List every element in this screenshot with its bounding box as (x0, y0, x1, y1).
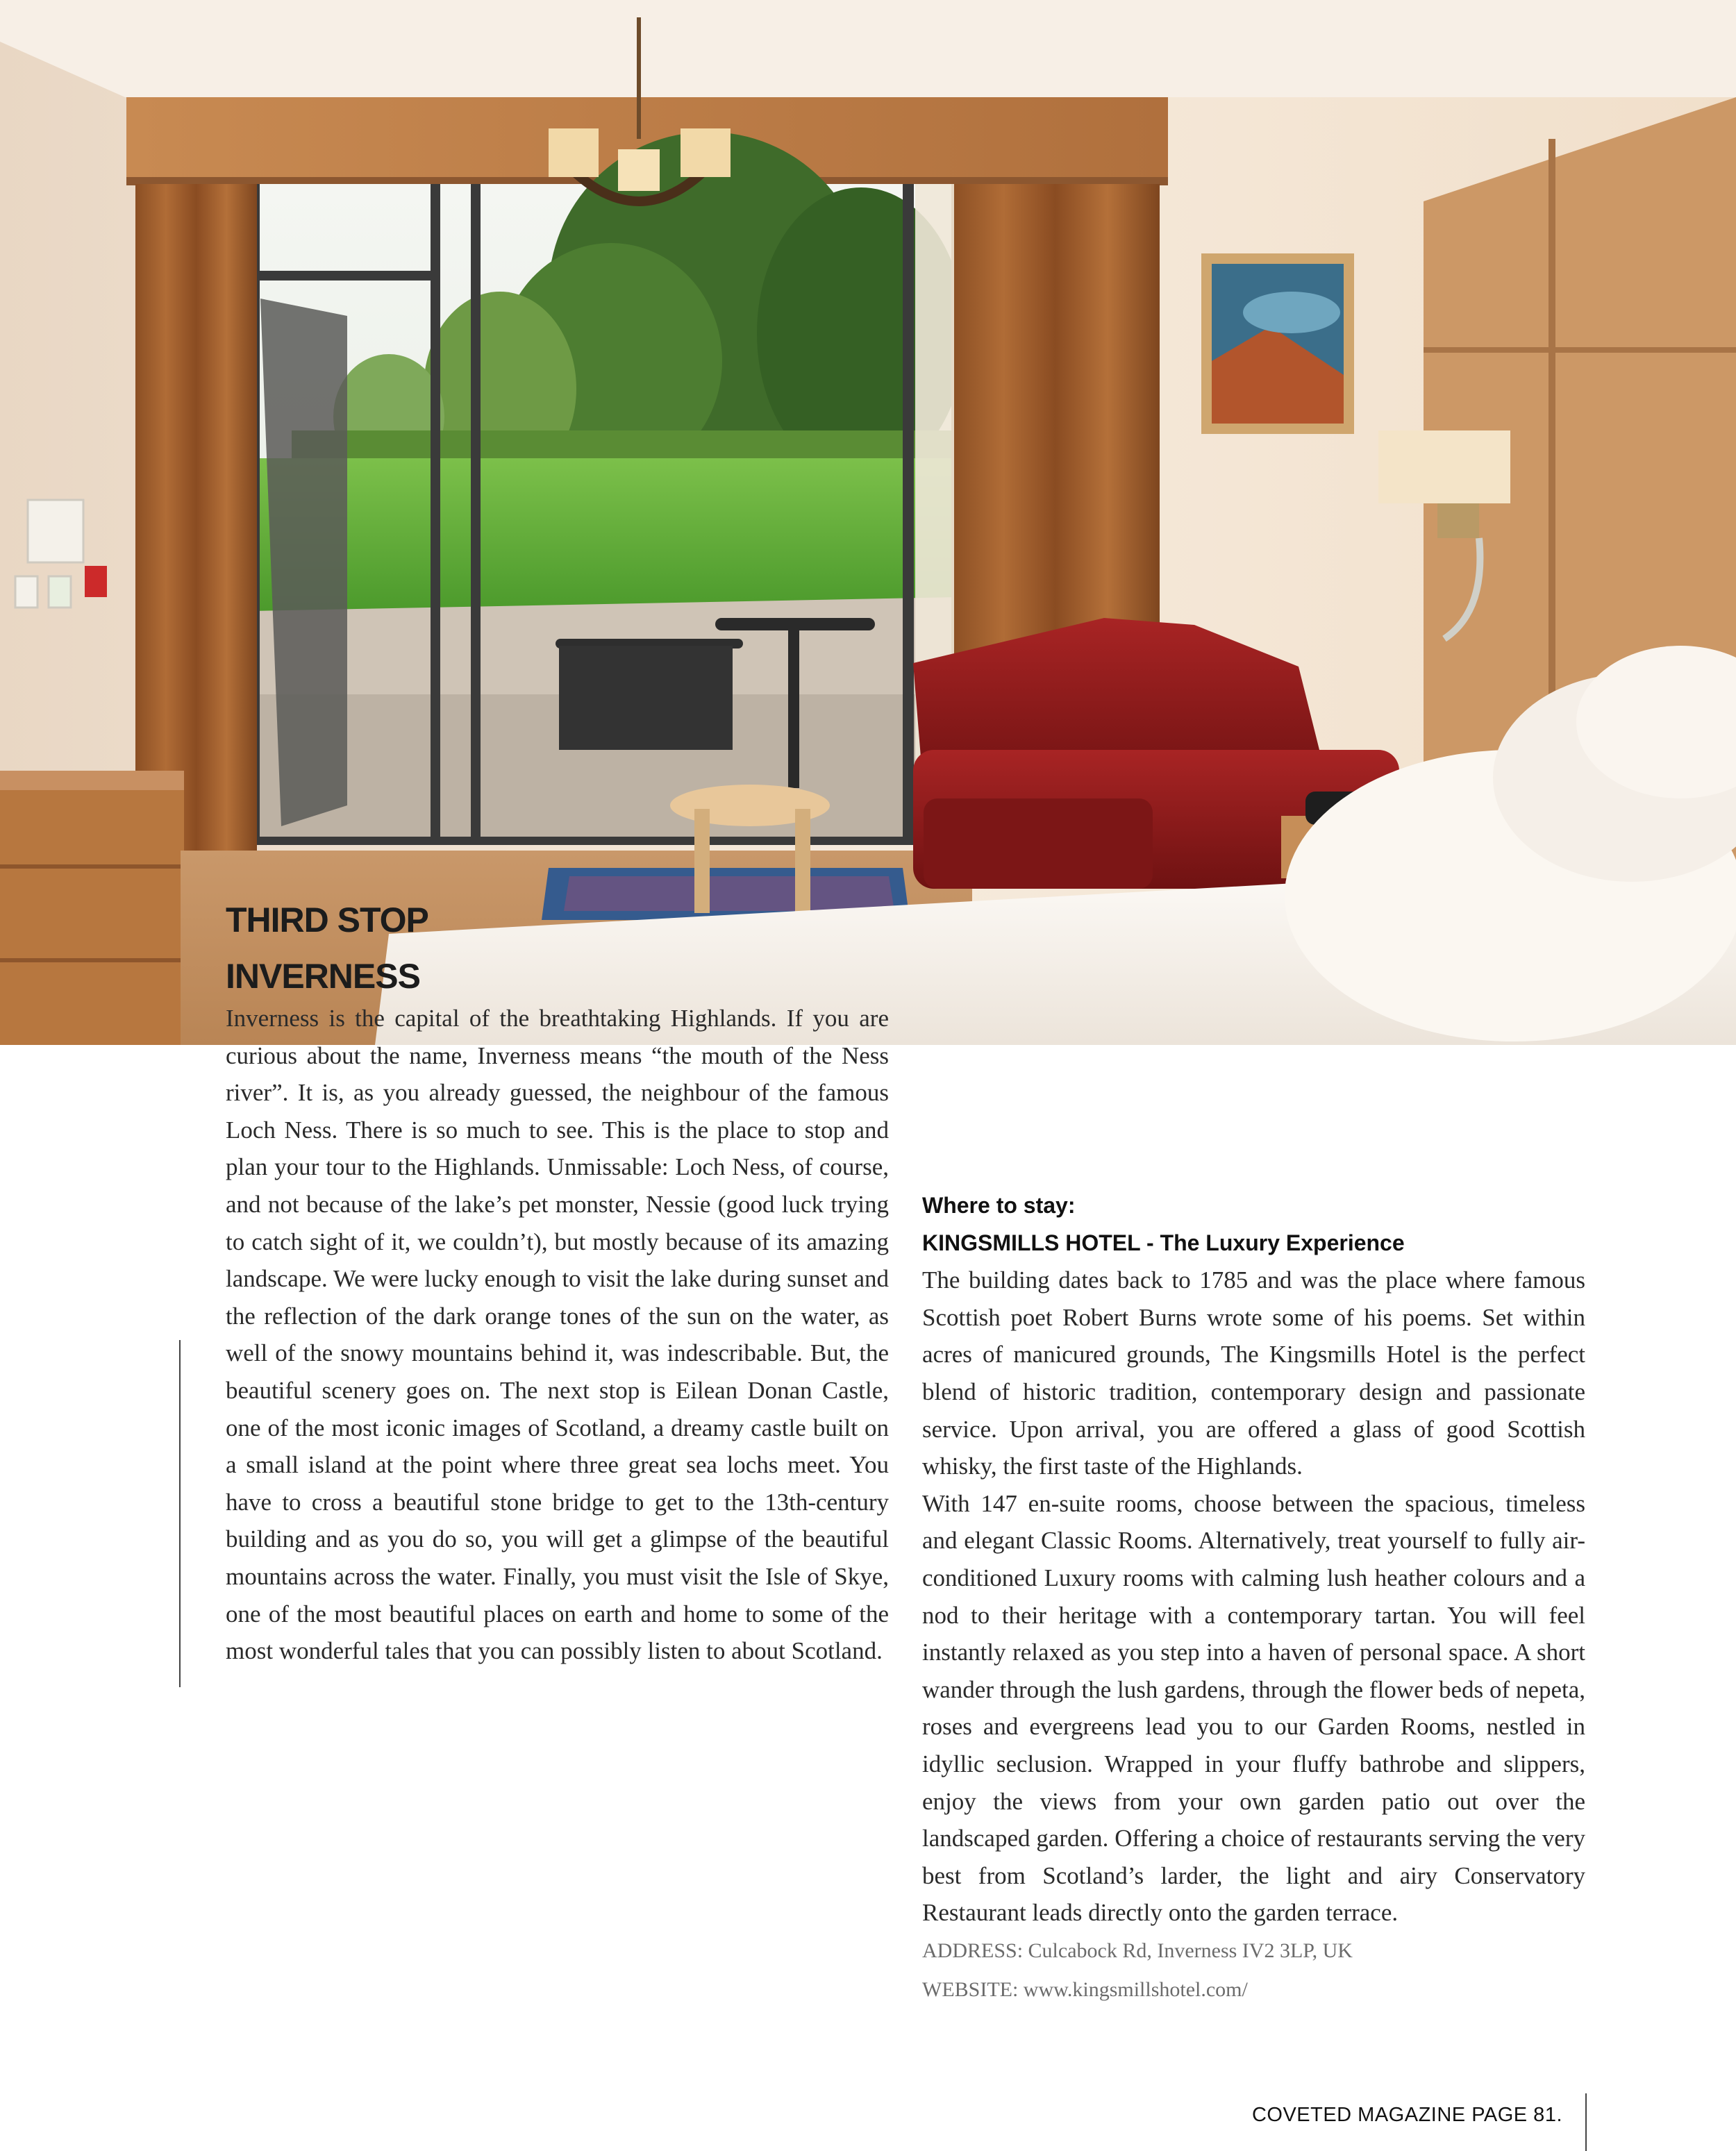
article-heading (226, 892, 642, 1005)
hotel-website-link[interactable]: WEBSITE: www.kingsmillshotel.com/ (922, 1977, 1248, 2001)
hotel-paragraph-1: The building dates back to 1785 and was the place where famous Scottish poet Robert Burns wrote some of his poems. Set within acres of manicured grounds, The Kingsmills Hotel is the perfect blend of historic tradition, contemporary design and passionate service. Upon arrival, you are offered a glass of good Scottish whisky, the first taste of the Highlands. (922, 1266, 1585, 1480)
hotel-title: KINGSMILLS HOTEL - The Luxury Experience (922, 1230, 1405, 1255)
hotel-room-photo (0, 0, 1736, 1045)
page-number-label: COVETED MAGAZINE PAGE 81. (1251, 2104, 1562, 2126)
left-margin-rule (179, 1340, 181, 1687)
heading-line-1: THIRD STOP (226, 901, 428, 939)
inverness-body-text: Inverness is the capital of the breathtaking Highlands. If you are curious about the name, Inverness means “the mouth of the Ness river”. It is, as you already guessed, the neighbour of the famous Loch Ness. There is so much to see. This is the place to stop and plan your tour to the Highlands. Unmissable: Loch Ness, of course, and not because of the lake’s pet monster, Nessie (good luck trying to catch sight of it, we couldn’t), but mostly because of its amazing landscape. We were lucky enough to visit the lake during sunset and the reflection of the dark orange tones of the sun on the water, as well of the snowy mountains behind it, was indescribable. But, the beautiful scenery goes on. The next stop is Eilean Donan Castle, one of the most iconic images of Scotland, a dreamy castle built on a small island at the point where three great sea lochs meet. You have to cross a beautiful stone bridge to get to the 13th-century building and as you do so, you will get a glimpse of the beautiful mountains across the water. Finally, you must visit the Isle of Skye, one of the most beautiful places on earth and home to some of the most wonderful tales that you can possibly listen to about Scotland. (226, 1005, 889, 1665)
heading-line-2: INVERNESS (226, 957, 420, 996)
footer-rule (1585, 2093, 1587, 2151)
hotel-address: ADDRESS: Culcabock Rd, Inverness IV2 3LP, UK (922, 1939, 1353, 1962)
where-to-stay-section (922, 1187, 1585, 2009)
where-to-stay-label: Where to stay: (922, 1193, 1076, 1218)
hotel-paragraph-2: With 147 en-suite rooms, choose between the spacious, timeless and elegant Classic Rooms. Alternatively, treat yourself to fully air-conditioned Luxury rooms with calming lush heather colours and a nod to their heritage with a contemporary tartan. You will feel instantly relaxed as you step into a haven of personal space. A short wander through the lush gardens, through the flower beds of nepeta, roses and evergreens lead you to our Garden Rooms, nestled in idyllic seclusion. Wrapped in your fluffy bathrobe and slippers, enjoy the views from your own garden patio out over the landscaped garden. Offering a choice of restaurants serving the very best from Scotland’s larder, the light and airy Conservatory Restaurant leads directly onto the garden terrace. (922, 1489, 1585, 1927)
